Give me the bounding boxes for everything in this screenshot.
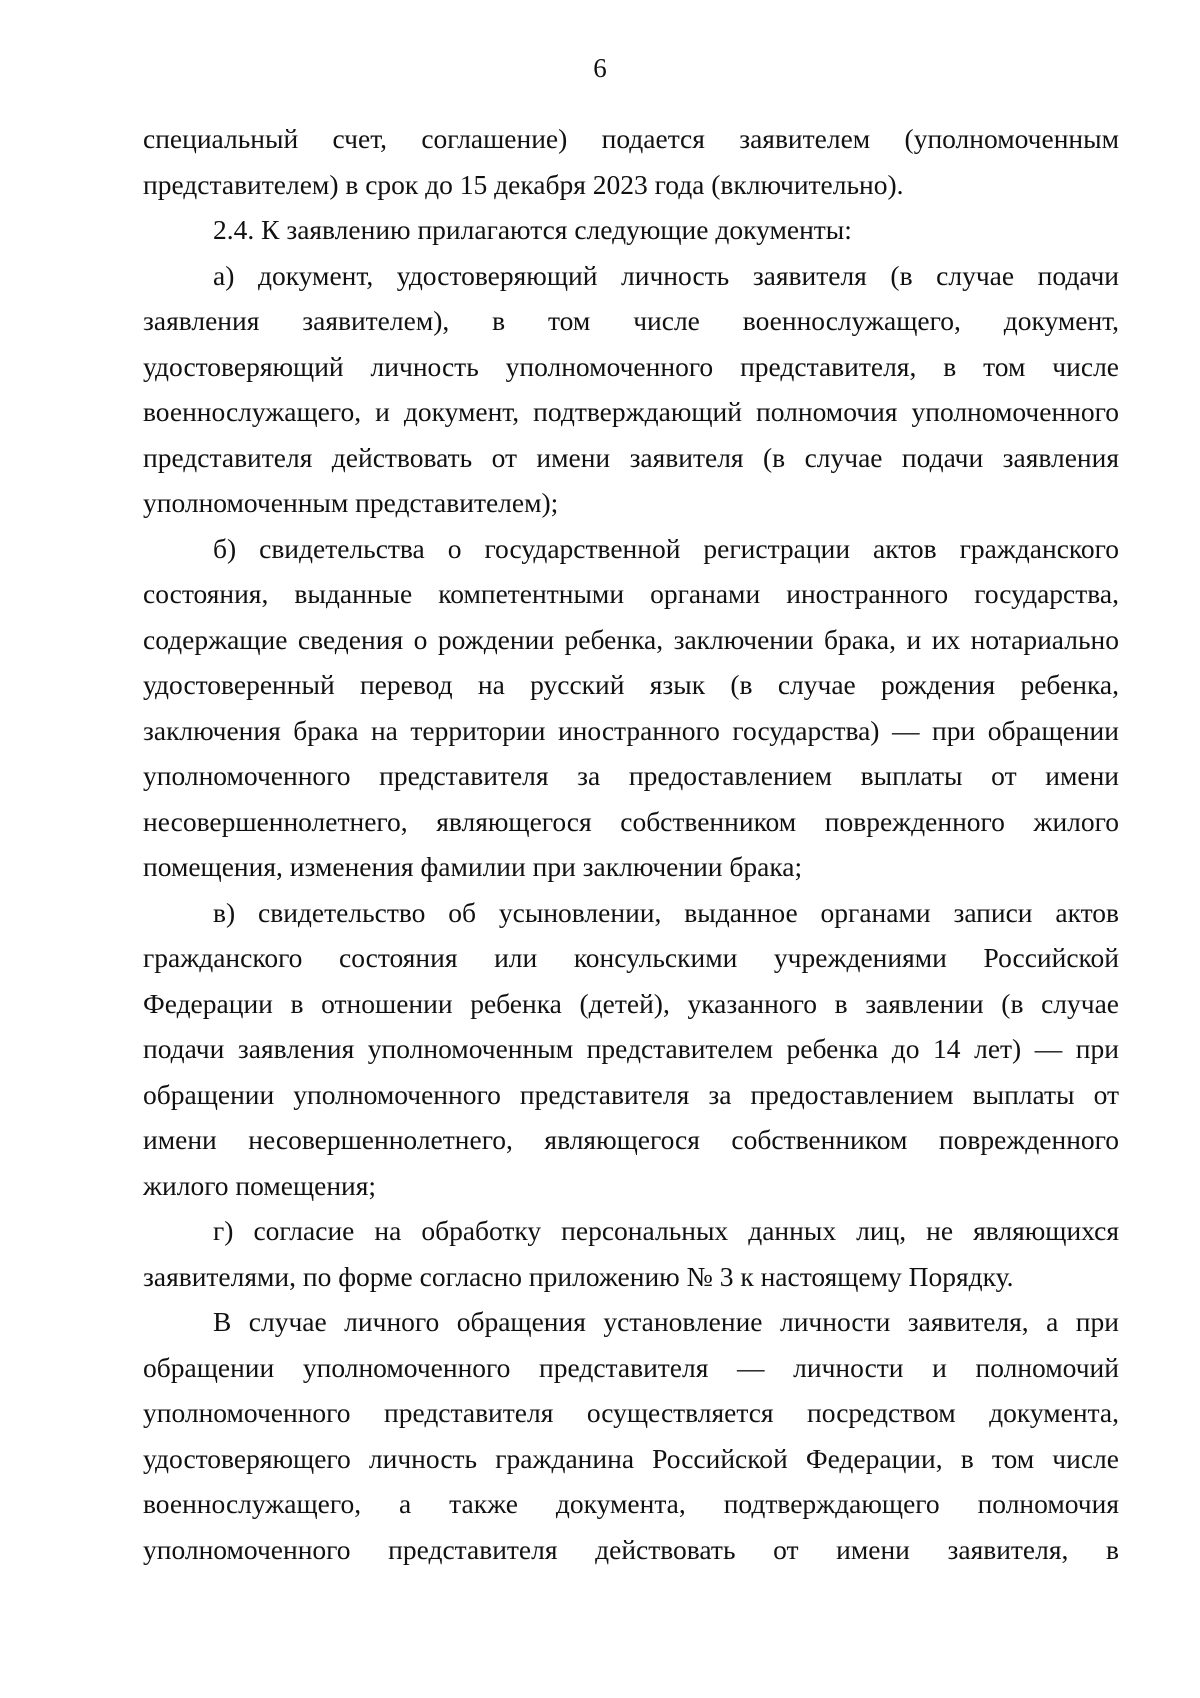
- paragraph-continuation: [143, 116, 1119, 207]
- text-line: заключения брака на территории иностранного государства) — при обращении: [143, 714, 1119, 746]
- text-line: специальный счет, соглашение) подается заявителем (уполномоченным: [143, 123, 1119, 154]
- text-line: представителем) в срок до 15 декабря 2023 года (включительно).: [143, 168, 904, 200]
- text-line: гражданского состояния или консульскими учреждениями Российской: [143, 942, 1119, 973]
- text-line: 2.4. К заявлению прилагаются следующие документы:: [213, 214, 852, 245]
- text-line: удостоверенный перевод на русский язык (в случае рождения ребенка,: [143, 669, 1119, 700]
- text-line: состояния, выданные компетентными органами иностранного государства,: [143, 578, 1119, 609]
- paragraph-item-v: [143, 890, 1119, 1209]
- text-line: жилого помещения;: [143, 1169, 377, 1201]
- text-line: подачи заявления уполномоченным представителем ребенка до 14 лет) — при: [143, 1033, 1119, 1064]
- text-line: несовершеннолетнего, являющегося собственником поврежденного жилого: [143, 805, 1119, 837]
- text-line: военнослужащего, и документ, подтверждающий полномочия уполномоченного: [143, 396, 1119, 427]
- text-line: помещения, изменения фамилии при заключении брака;: [143, 851, 803, 882]
- text-line: г) согласие на обработку персональных данных лиц, не являющихся: [213, 1215, 1119, 1246]
- text-line: обращении уполномоченного представителя за предоставлением выплаты от: [143, 1078, 1119, 1110]
- text-line: имени несовершеннолетнего, являющегося собственником поврежденного: [143, 1124, 1119, 1155]
- text-line: заявления заявителем), в том числе военнослужащего, документ,: [143, 305, 1119, 336]
- text-line: содержащие сведения о рождении ребенка, заключении брака, и их нотариально: [143, 623, 1119, 655]
- text-line: В случае личного обращения установление личности заявителя, а при: [213, 1306, 1119, 1337]
- paragraph-item-a: [143, 253, 1119, 526]
- paragraph-item-g: [143, 1208, 1119, 1299]
- page-number: 6: [593, 53, 607, 83]
- text-line: а) документ, удостоверяющий личность заявителя (в случае подачи: [213, 259, 1119, 291]
- document-body: [143, 116, 1119, 1572]
- text-line: уполномоченного представителя действовать от имени заявителя, в: [143, 1533, 1119, 1565]
- text-line: заявителями, по форме согласно приложению № 3 к настоящему Порядку.: [143, 1260, 1014, 1292]
- paragraph-item-b: [143, 526, 1119, 890]
- text-line: в) свидетельство об усыновлении, выданное органами записи актов: [213, 896, 1119, 928]
- text-line: представителя действовать от имени заявителя (в случае подачи заявления: [143, 441, 1119, 473]
- text-line: военнослужащего, а также документа, подтверждающего полномочия: [143, 1488, 1119, 1519]
- paragraph-identification: [143, 1299, 1119, 1572]
- text-line: обращении уполномоченного представителя — личности и полномочий: [143, 1351, 1119, 1383]
- text-line: уполномоченного представителя осуществляется посредством документа,: [143, 1397, 1119, 1428]
- text-line: Федерации в отношении ребенка (детей), указанного в заявлении (в случае: [143, 987, 1119, 1019]
- paragraph-2-4: [143, 207, 1119, 253]
- text-line: б) свидетельства о государственной регистрации актов гражданского: [213, 532, 1119, 564]
- text-line: уполномоченного представителя за предоставлением выплаты от имени: [143, 760, 1119, 791]
- text-line: уполномоченным представителем);: [143, 487, 559, 518]
- text-line: удостоверяющий личность уполномоченного представителя, в том числе: [143, 350, 1119, 382]
- text-line: удостоверяющего личность гражданина Российской Федерации, в том числе: [143, 1442, 1119, 1474]
